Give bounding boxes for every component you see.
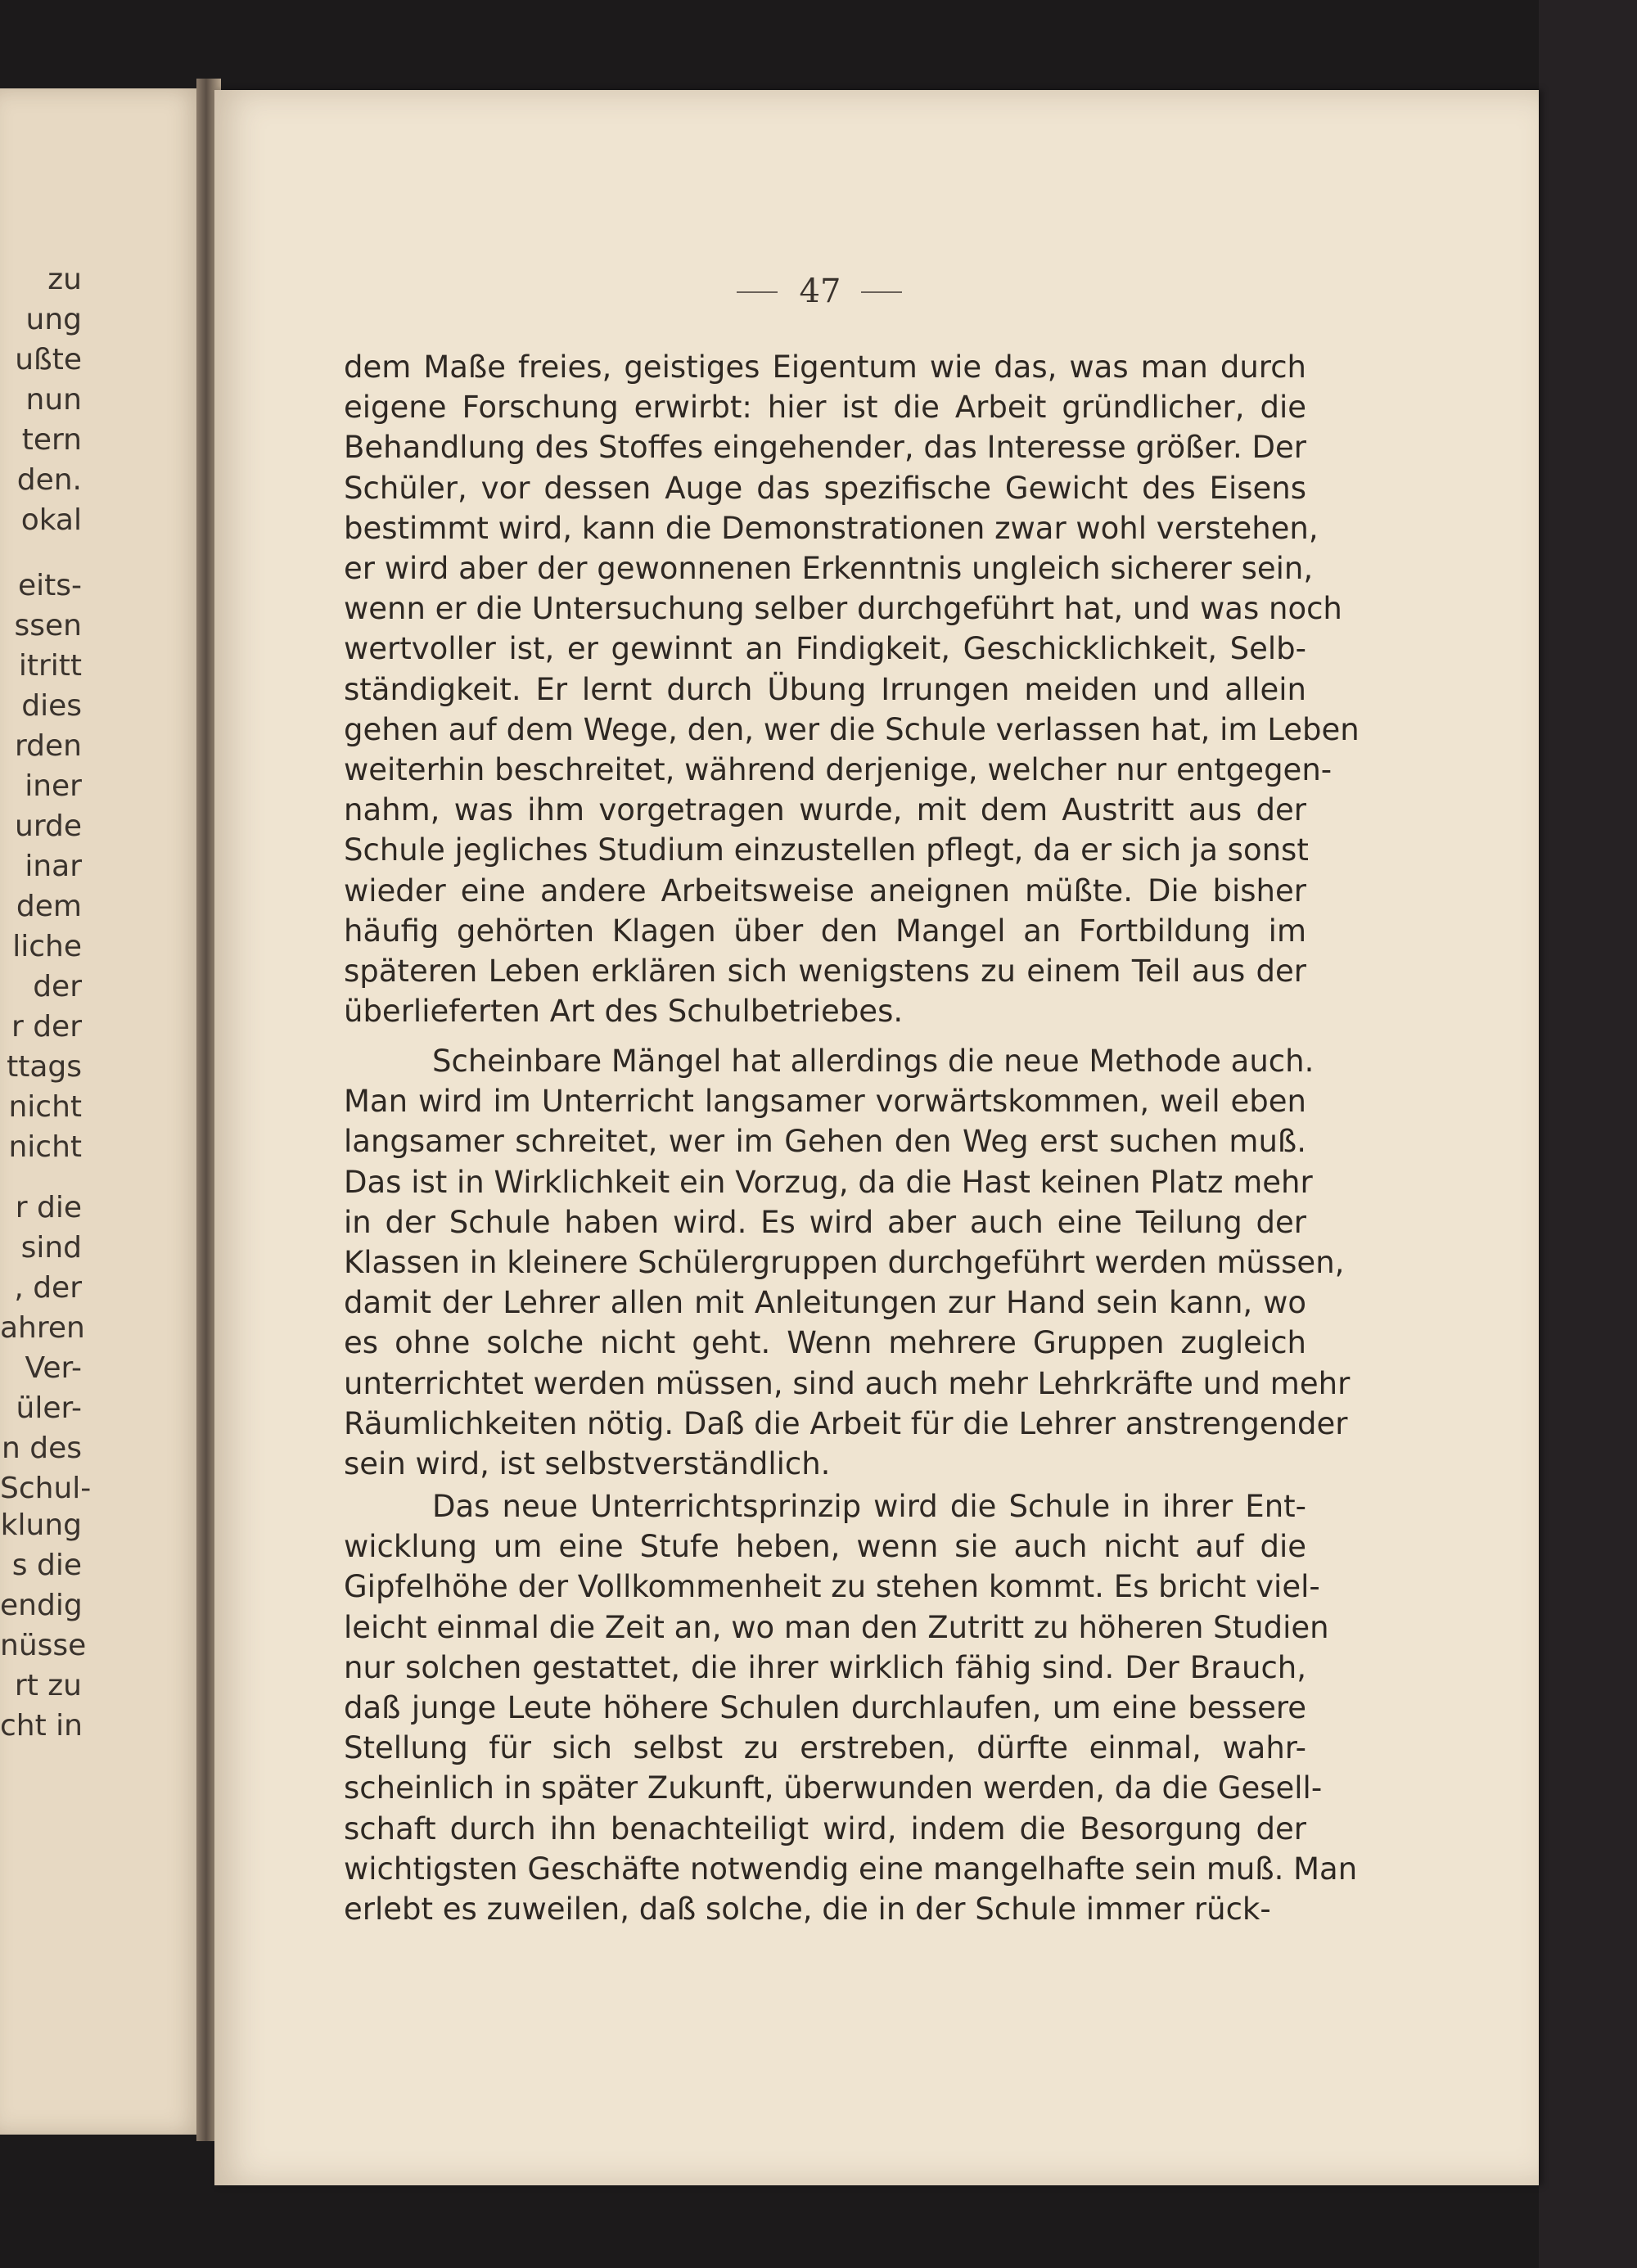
left-page-line: nüsse: [0, 1629, 87, 1662]
text-line: wicklung um eine Stufe heben, wenn sie auch nicht auf die: [344, 1529, 1306, 1565]
left-page-line: nicht: [8, 1130, 82, 1164]
text-line: Gipfelhöhe der Vollkommenheit zu stehen kommt. Es bricht viel-: [344, 1569, 1320, 1605]
text-line: Schüler, vor dessen Auge das spezifische Gewicht des Eisens: [344, 470, 1306, 506]
left-page-line: rt zu: [14, 1669, 82, 1702]
text-line: dem Maße freies, geistiges Eigentum wie das, was man durch: [344, 349, 1306, 385]
left-page-line: Ver-: [25, 1351, 82, 1385]
left-page-line: zu: [47, 263, 82, 296]
text-line: leicht einmal die Zeit an, wo man den Zutritt zu höheren Studien: [344, 1609, 1329, 1645]
left-page-line: ttags: [7, 1050, 82, 1084]
text-line: damit der Lehrer allen mit Anleitungen zur Hand sein kann, wo: [344, 1285, 1306, 1321]
left-page-line: ung: [25, 303, 82, 336]
left-page-line: der: [33, 970, 82, 1003]
text-line: häufig gehörten Klagen über den Mangel an Fortbildung im: [344, 913, 1306, 949]
text-line: ständigkeit. Er lernt durch Übung Irrungen meiden und allein: [344, 671, 1306, 707]
text-line: daß junge Leute höhere Schulen durchlaufen, um eine bessere: [344, 1690, 1306, 1725]
left-page-line: ahren: [0, 1311, 85, 1345]
left-page-line: okal: [20, 503, 82, 537]
text-line: wichtigsten Geschäfte notwendig eine mangelhafte sein muß. Man: [344, 1851, 1358, 1887]
text-line: überlieferten Art des Schulbetriebes.: [344, 994, 904, 1030]
left-page-line: s die: [11, 1549, 82, 1582]
left-page-line: nicht: [8, 1090, 82, 1124]
left-page-line: liche: [12, 930, 82, 963]
text-line: sein wird, ist selbstverständlich.: [344, 1446, 831, 1481]
left-page-line: dies: [21, 689, 82, 723]
page-number: 47: [799, 273, 841, 310]
left-page-line: cht in: [0, 1709, 83, 1743]
left-page-line: r die: [15, 1191, 82, 1224]
book-edge: [1539, 0, 1637, 2268]
left-page-line: itritt: [18, 649, 82, 683]
folio-dash-left: [737, 291, 778, 293]
text-line: es ohne solche nicht geht. Wenn mehrere Gruppen zugleich: [344, 1325, 1306, 1361]
text-line: scheinlich in später Zukunft, überwunden werden, da die Gesell-: [344, 1770, 1323, 1806]
left-page-line: ssen: [14, 609, 82, 643]
text-line: er wird aber der gewonnenen Erkenntnis ungleich sicherer sein,: [344, 551, 1314, 586]
text-line: unterrichtet werden müssen, sind auch mehr Lehrkräfte und mehr: [344, 1365, 1351, 1401]
text-line: wieder eine andere Arbeitsweise aneignen müßte. Die bisher: [344, 872, 1306, 909]
text-line: Behandlung des Stoffes eingehender, das Interesse größer. Der: [344, 430, 1306, 466]
left-page-line: endig: [0, 1589, 83, 1622]
left-page-line: dem: [16, 890, 82, 923]
text-line: Stellung für sich selbst zu erstreben, dürfte einmal, wahr-: [344, 1730, 1306, 1766]
text-line: in der Schule haben wird. Es wird aber auch eine Teilung der: [344, 1204, 1306, 1240]
left-page: [0, 88, 203, 2135]
page-number-header: [737, 267, 900, 316]
text-line: Scheinbare Mängel hat allerdings die neue Methode auch.: [432, 1044, 1315, 1079]
text-line: gehen auf dem Wege, den, wer die Schule verlassen hat, im Leben: [344, 711, 1360, 747]
text-line: Das ist in Wirklichkeit ein Vorzug, da die Hast keinen Platz mehr: [344, 1164, 1313, 1200]
text-line: weiterhin beschreitet, während derjenige, welcher nur entgegen-: [344, 752, 1333, 787]
left-page-line: tern: [21, 423, 82, 457]
text-line: erlebt es zuweilen, daß solche, die in der Schule immer rück-: [344, 1892, 1271, 1927]
text-line: langsamer schreitet, wer im Gehen den Weg erst suchen muß.: [344, 1124, 1306, 1160]
left-page-line: klung: [0, 1508, 82, 1542]
text-line: Räumlichkeiten nötig. Daß die Arbeit für die Lehrer anstrengender: [344, 1405, 1348, 1441]
text-line: nahm, was ihm vorgetragen wurde, mit dem Austritt aus der: [344, 792, 1306, 828]
text-line: schaft durch ihn benachteiligt wird, indem die Besorgung der: [344, 1810, 1306, 1846]
left-page-line: iner: [25, 769, 82, 803]
folio-dash-right: [861, 291, 902, 293]
left-page-line: sind: [20, 1231, 82, 1265]
left-page-line: ußte: [15, 343, 82, 376]
left-page-line: eits-: [17, 569, 82, 602]
text-line: eigene Forschung erwirbt: hier ist die Arbeit gründlicher, die: [344, 390, 1306, 426]
text-line: Schule jegliches Studium einzustellen pflegt, da er sich ja sonst: [344, 832, 1309, 868]
text-line: Klassen in kleinere Schülergruppen durchgeführt werden müssen,: [344, 1245, 1345, 1280]
text-line: wenn er die Untersuchung selber durchgeführt hat, und was noch: [344, 591, 1342, 627]
left-page-line: urde: [15, 809, 82, 843]
left-page-line: , der: [14, 1271, 82, 1305]
text-line: nur solchen gestattet, die ihrer wirklich fähig sind. Der Brauch,: [344, 1649, 1306, 1685]
text-line: wertvoller ist, er gewinnt an Findigkeit, Geschicklichkeit, Selb-: [344, 631, 1306, 667]
left-page-line: Schul-: [0, 1472, 92, 1505]
left-page-line: r der: [11, 1010, 82, 1044]
left-page-line: inar: [25, 850, 82, 883]
left-page-line: n des: [1, 1432, 82, 1465]
text-line: Das neue Unterrichtsprinzip wird die Schule in ihrer Ent-: [432, 1489, 1306, 1524]
left-page-line: üler-: [16, 1391, 82, 1425]
left-page-line: rden: [15, 729, 82, 763]
text-line: späteren Leben erklären sich wenigstens zu einem Teil aus der: [344, 954, 1306, 989]
text-line: bestimmt wird, kann die Demonstrationen zwar wohl verstehen,: [344, 510, 1319, 546]
left-page-line: den.: [16, 463, 82, 497]
text-line: Man wird im Unterricht langsamer vorwärtskommen, weil eben: [344, 1084, 1306, 1120]
left-page-line: nun: [25, 383, 82, 417]
